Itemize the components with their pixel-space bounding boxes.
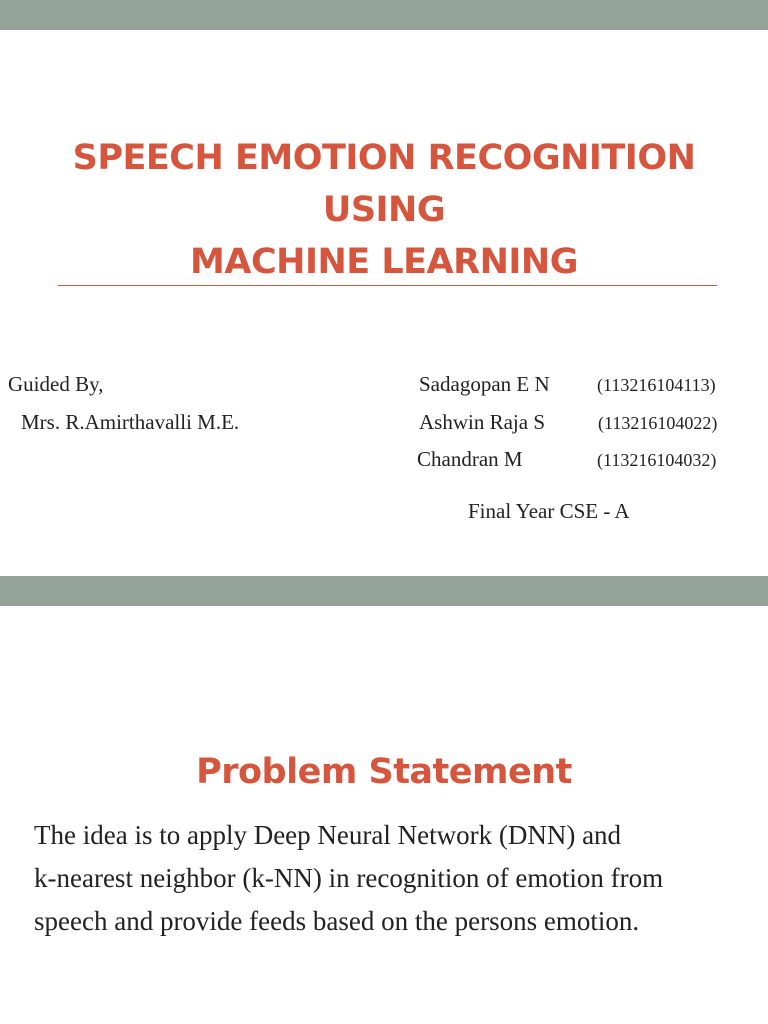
student-name: Ashwin Raja S [419, 410, 545, 434]
student-id: (113216104022) [598, 413, 718, 433]
slide-divider-bar [0, 576, 768, 606]
title-line: MACHINE LEARNING [190, 242, 578, 282]
body-line: The idea is to apply Deep Neural Network (DNN) and [34, 820, 622, 850]
student-name: Chandran M [417, 447, 523, 471]
slide-title [0, 132, 768, 288]
body-line: speech and provide feeds based on the persons emotion. [34, 906, 640, 936]
student-name: Sadagopan E N [419, 372, 550, 396]
title-underline [58, 285, 717, 286]
title-line: USING [322, 190, 446, 230]
problem-statement-text [34, 814, 754, 943]
section-heading: Problem Statement [196, 752, 572, 792]
student-id: (113216104113) [597, 375, 716, 395]
title-line: SPEECH EMOTION RECOGNITION [72, 138, 696, 178]
class-label: Final Year CSE - A [468, 499, 630, 523]
top-banner-bar [0, 0, 768, 30]
guide-name: Mrs. R.Amirthavalli M.E. [21, 410, 240, 434]
student-id: (113216104032) [597, 450, 717, 470]
guided-by-label: Guided By, [8, 372, 104, 396]
body-line: k-nearest neighbor (k-NN) in recognition of emotion from [34, 863, 664, 893]
